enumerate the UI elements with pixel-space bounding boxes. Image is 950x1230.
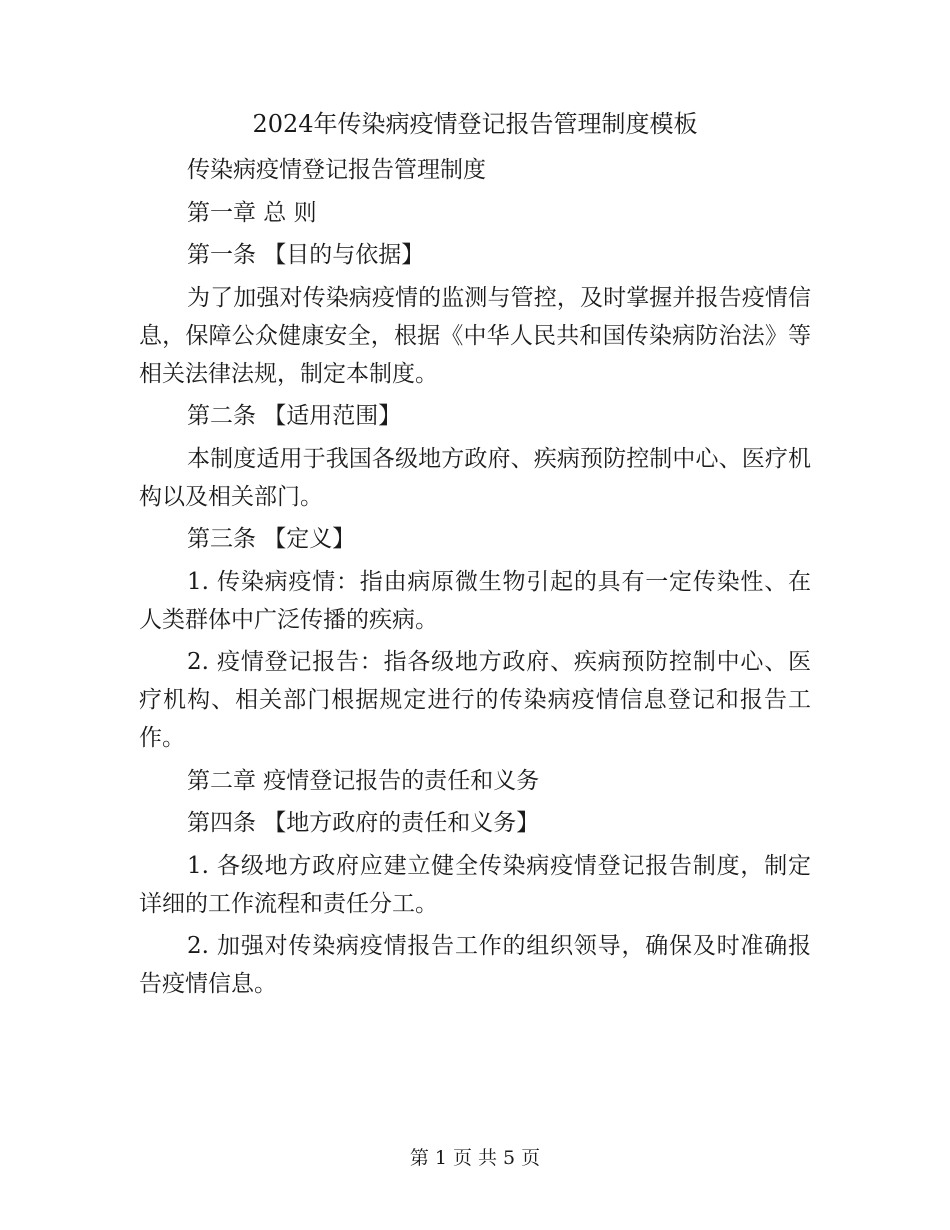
article-heading: 第四条 【地方政府的责任和义务】 (187, 810, 540, 836)
article-heading: 第二条 【适用范围】 (187, 403, 402, 429)
article-heading: 第三条 【定义】 (187, 526, 356, 552)
chapter-heading: 第二章 疫情登记报告的责任和义务 (187, 767, 540, 794)
article-heading: 第一条 【目的与依据】 (187, 242, 425, 268)
document-body (139, 151, 811, 1008)
list-item: 2. 加强对传染病疫情报告工作的组织领导，确保及时准确报告疫情信息。 (139, 933, 811, 997)
subtitle: 传染病疫情登记报告管理制度 (187, 157, 486, 183)
list-item: 1. 传染病疫情：指由病原微生物引起的具有一定传染性、在人类群体中广泛传播的疾病。 (139, 568, 811, 633)
paragraph: 本制度适用于我国各级地方政府、疾病预防控制中心、医疗机构以及相关部门。 (139, 445, 811, 510)
chapter-heading: 第一章 总 则 (187, 199, 317, 226)
paragraph: 为了加强对传染病疫情的监测与管控，及时掌握并报告疫情信息，保障公众健康安全，根据《中华人民共和国传染病防治法》等相关法律法规，制定本制度。 (139, 284, 811, 387)
page-number-footer: 第 1 页 共 5 页 (409, 1147, 541, 1169)
document-title: 2024年传染病疫情登记报告管理制度模板 (252, 110, 698, 138)
list-item: 2. 疫情登记报告：指各级地方政府、疾病预防控制中心、医疗机构、相关部门根据规定进行的传染病疫情信息登记和报告工作。 (139, 649, 811, 751)
list-item: 1. 各级地方政府应建立健全传染病疫情登记报告制度，制定详细的工作流程和责任分工。 (139, 852, 811, 917)
